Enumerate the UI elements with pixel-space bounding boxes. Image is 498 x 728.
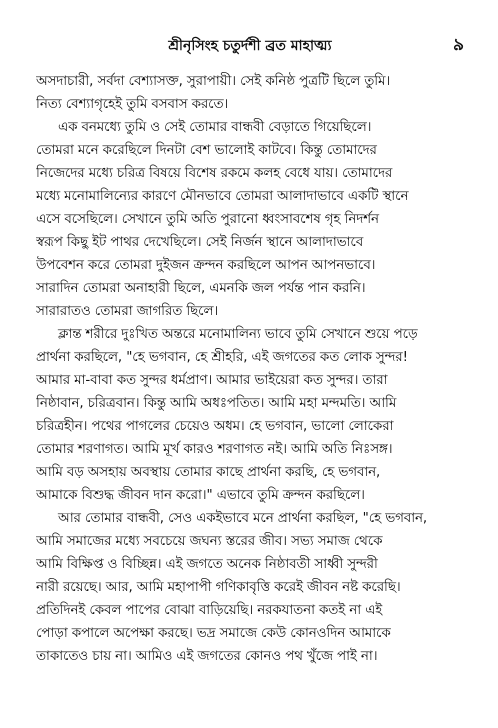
paragraph-3 [36, 323, 464, 507]
text-line: তোমরা মনে করেছিলে দিনটা বেশ ভালোই কাটবে। কিন্তু তোমাদের [36, 143, 377, 158]
text-line: প্রার্থনা করছিলে, "হে ভগবান, হে শ্রীহরি, এই জগতের কত লোক সুন্দর! [36, 350, 408, 365]
text-line: ক্লান্ত শরীরে দুঃখিত অন্তরে মনোমালিন্য ভাবে তুমি সেখানে শুয়ে পড়ে [58, 327, 418, 342]
text-line: নিষ্ঠাবান, চরিত্রবান। কিন্তু আমি অধঃপতিত। আমি মহা মন্দমতি। আমি [36, 396, 397, 411]
text-line: আমাকে বিশুদ্ধ জীবন দান করো।" এভাবে তুমি ক্রন্দন করছিলে। [36, 488, 365, 503]
text-line: আমি বিক্ষিপ্ত ও বিচ্ছিন্ন। এই জগতে অনেক নিষ্ঠাবতী সাধ্বী সুন্দরী [36, 557, 378, 572]
page-header [36, 34, 464, 56]
text-line: আমার মা-বাবা কত সুন্দর ধর্মপ্রাণ। আমার ভাইয়েরা কত সুন্দর। তারা [36, 373, 388, 388]
text-line: এসে বসেছিলে। সেখানে তুমি অতি পুরানো ধ্বংসাবশেষ গৃহ নিদর্শন [36, 212, 379, 227]
page-number: ৯ [452, 35, 464, 55]
text-line: আমি সমাজের মধ্যে সবচেয়ে জঘন্য স্তরের জীব। সভ্য সমাজ থেকে [36, 534, 383, 549]
text-line: সারাদিন তোমরা অনাহারী ছিলে, এমনকি জল পর্যন্ত পান করনি। [36, 281, 366, 296]
text-line: চরিত্রহীন। পথের পাগলের চেয়েও অধম। হে ভগবান, ভালো লোকেরা [36, 419, 394, 434]
text-line: উপবেশন করে তোমরা দুইজন ক্রন্দন করছিলে আপন আপনভাবে। [36, 258, 376, 273]
text-line: তোমার শরণাগত। আমি মূর্খ কারও শরণাগত নই। আমি অতি নিঃসঙ্গ। [36, 442, 393, 457]
text-line: তাকাতেও চায় না। আমিও এই জগতের কোনও পথ খুঁজে পাই না। [36, 649, 378, 664]
text-line: অসদাচারী, সর্বদা বেশ্যাসক্ত, সুরাপায়ী। সেই কনিষ্ঠ পুত্রটি ছিলে তুমি। [36, 74, 391, 89]
page-body [36, 70, 464, 668]
text-line: নিজেদের মধ্যে চরিত্র বিষয়ে বিশেষ রকমে কলহ বেধে যায়। তোমাদের [36, 166, 393, 181]
text-line: আর তোমার বান্ধবী, সেও একইভাবে মনে প্রার্থনা করছিল, "হে ভগবান, [58, 511, 428, 526]
text-line: পোড়া কপালে অপেক্ষা করছে। ভদ্র সমাজে কেউ কোনওদিন আমাকে [36, 626, 391, 641]
text-line: মধ্যে মনোমালিন্যের কারণে মৌনভাবে তোমরা আলাদাভাবে একটি স্থানে [36, 189, 409, 204]
text-line: প্রতিদিনই কেবল পাপের বোঝা বাড়িয়েছি। নরকযাতনা কতই না এই [36, 603, 383, 618]
text-line: নারী রয়েছে। আর, আমি মহাপাপী গণিকাবৃত্তি করেই জীবন নষ্ট করেছি। [36, 580, 401, 595]
paragraph-2 [36, 116, 464, 323]
text-line: এক বনমধ্যে তুমি ও সেই তোমার বান্ধবী বেড়াতে গিয়েছিলে। [58, 120, 372, 135]
text-line: স্বরূপ কিছু ইট পাথর দেখেছিলে। সেই নির্জন স্থানে আলাদাভাবে [36, 235, 364, 250]
running-title: শ্রীনৃসিংহ চতুর্দশী ব্রত মাহাত্ম্য [168, 38, 332, 54]
paragraph-1 [36, 70, 464, 116]
text-line: নিত্য বেশ্যাগৃহেই তুমি বসবাস করতে। [36, 97, 229, 112]
paragraph-4 [36, 507, 464, 668]
text-line: সারারাতও তোমরা জাগরিত ছিলে। [36, 304, 219, 319]
text-line: আমি বড় অসহায় অবস্থায় তোমার কাছে প্রার্থনা করছি, হে ভগবান, [36, 465, 381, 480]
